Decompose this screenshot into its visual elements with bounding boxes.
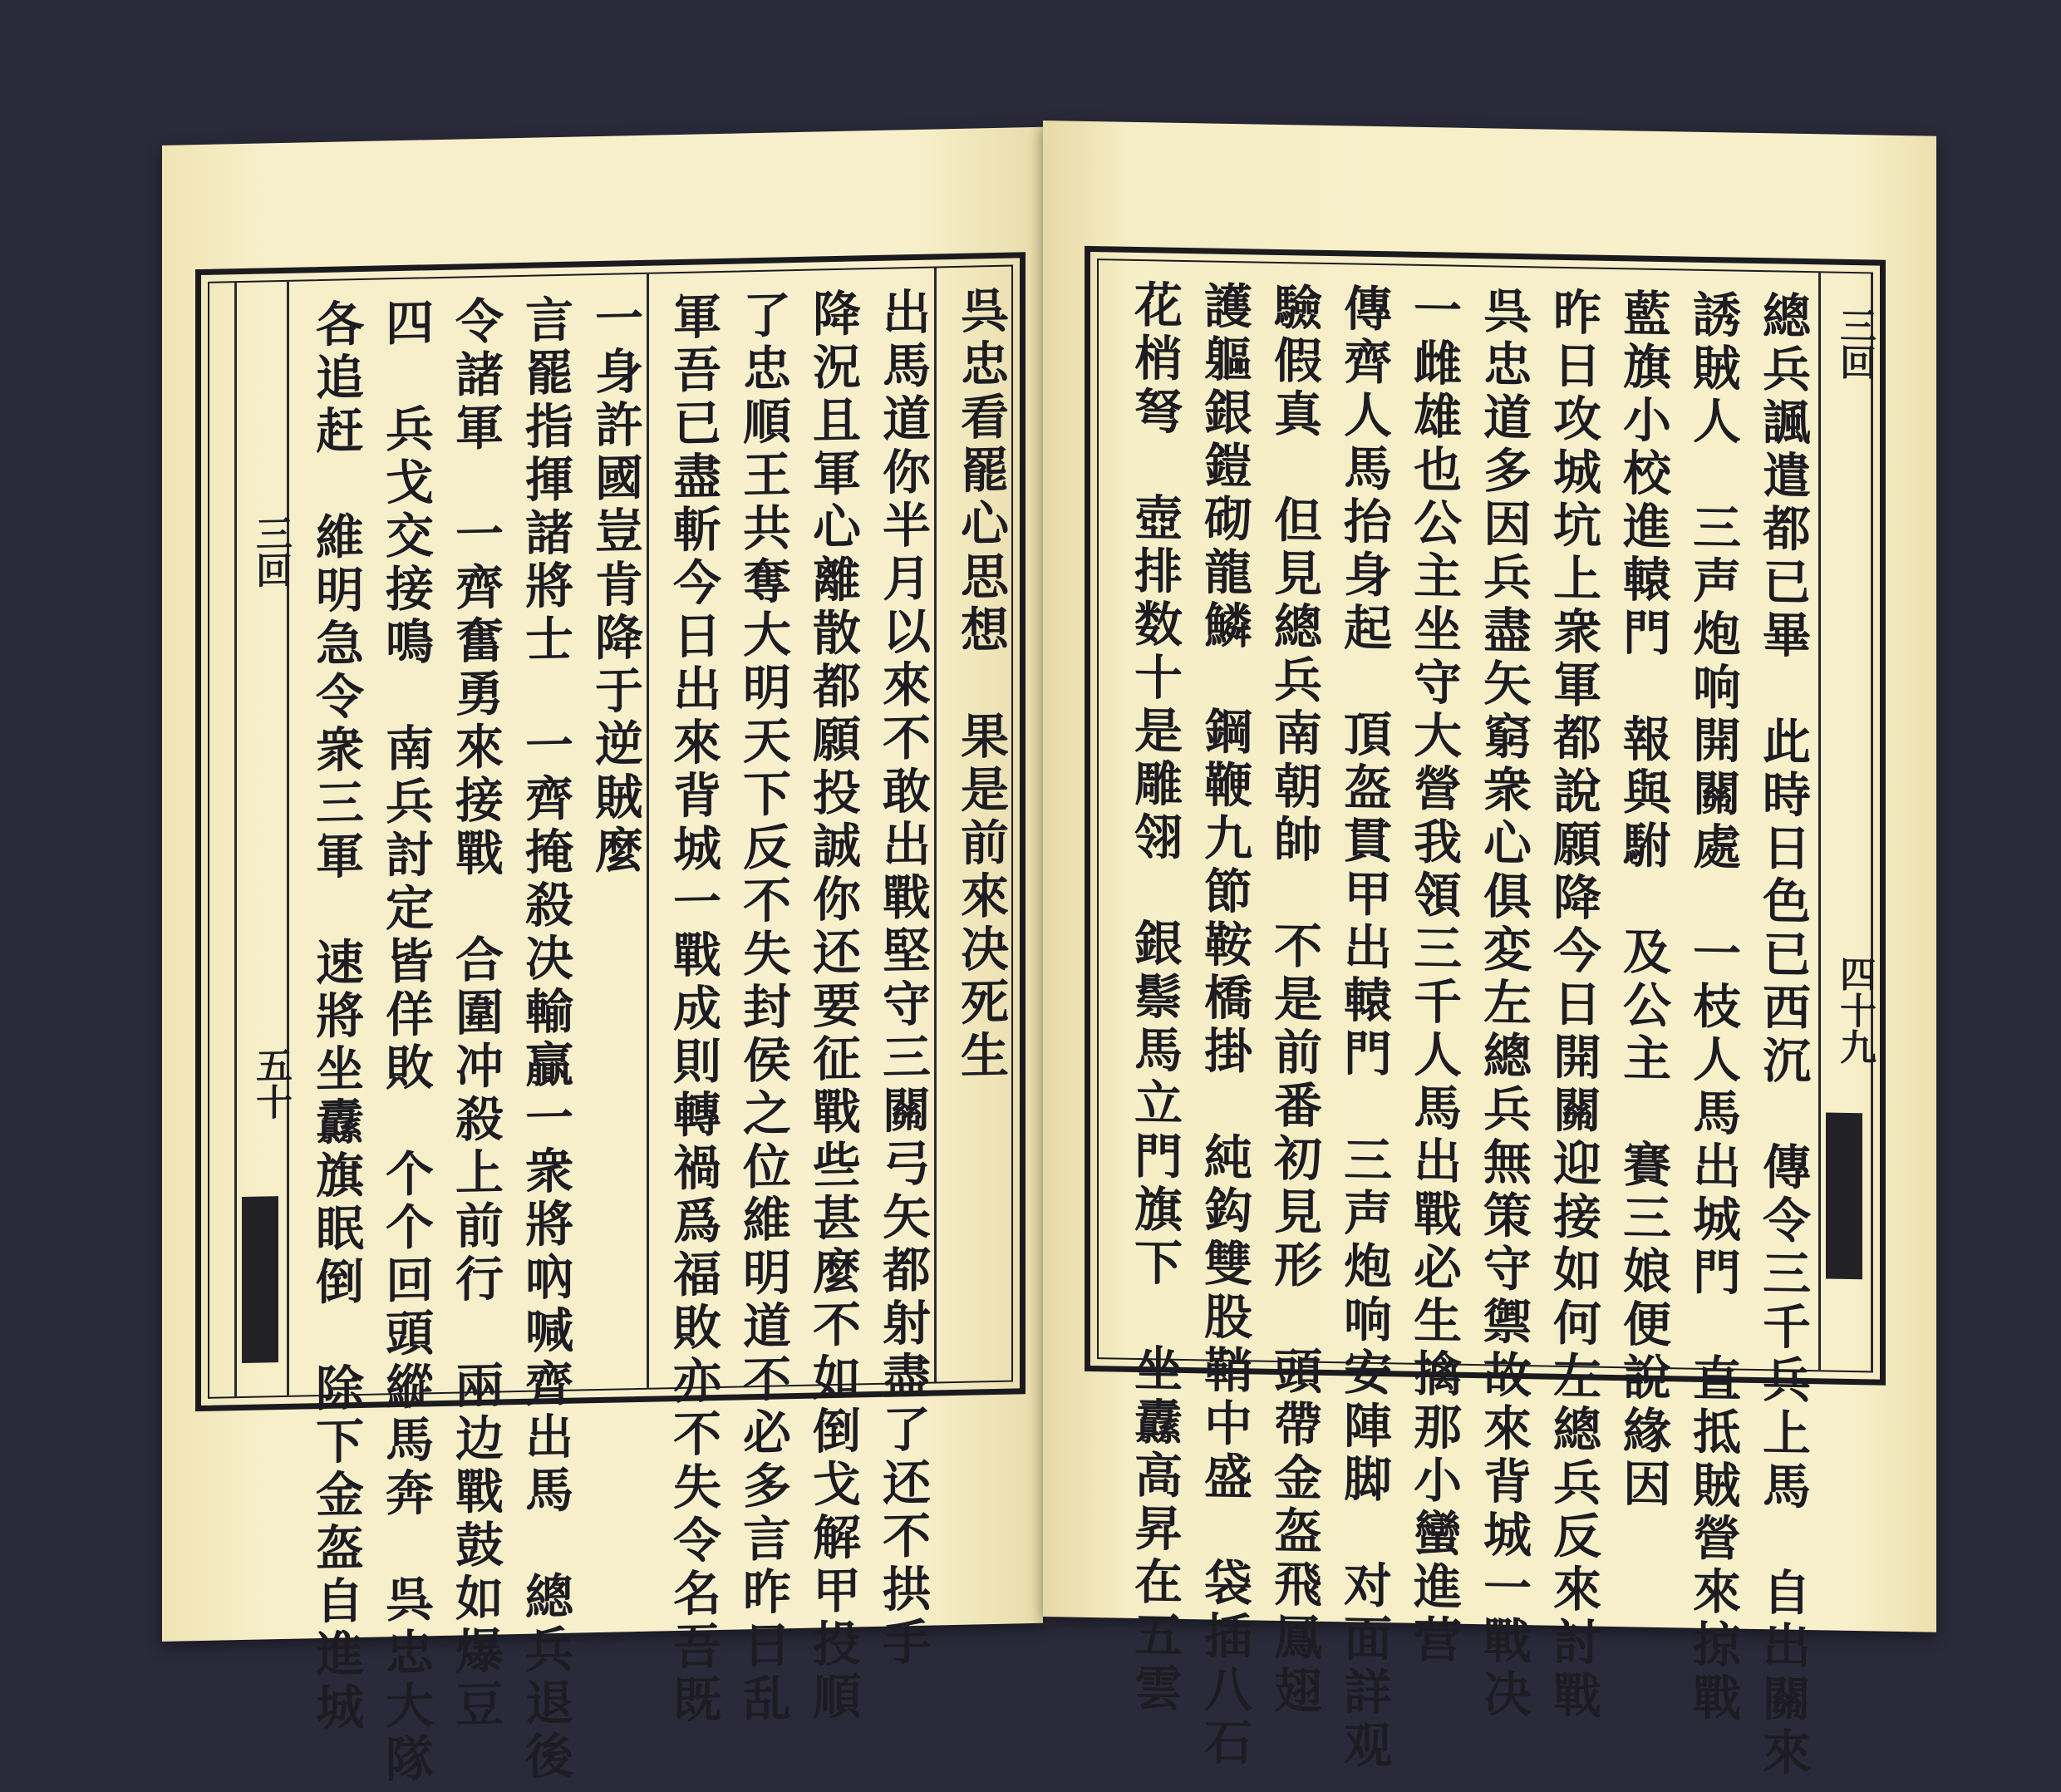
left-page-center-band xyxy=(234,282,292,1396)
left-page-folio-number: 五十 xyxy=(249,1046,292,1120)
text-column-1: 呉忠看罷心思想 果是前來决死生 xyxy=(952,284,1009,1085)
column-rule xyxy=(647,274,649,1388)
left-page-chapter-label: 三回 xyxy=(249,514,292,588)
text-column-1: 總兵諷遣都已畢 此時日色已西沉 傳令三千兵上馬 自出關來 xyxy=(1754,289,1811,1781)
text-column-5: 呉忠道多因兵盡矢窮衆心俱変左總兵無策守禦故來背城一戰决 xyxy=(1475,285,1532,1723)
fishtail-mark xyxy=(1826,1112,1862,1279)
left-page-frame xyxy=(195,252,1026,1788)
right-page xyxy=(1043,121,1936,1781)
text-column-7: 傳齊人馬抬身起 頂盔貫甲出轅門 三声炮响安陣脚 对面詳观 xyxy=(1335,283,1392,1774)
right-page-center-band xyxy=(1818,273,1876,1371)
right-page-folio-number: 四十九 xyxy=(1833,954,1876,1066)
text-column-3: 降況且軍心離散都願投誠你还要征戰些甚麼不如倒戈解甲投順 xyxy=(804,288,861,1726)
right-page-frame xyxy=(1085,246,1886,1781)
text-column-3: 藍旗小校進轅門 報與駙 及公主 賽三娘便說緣因 xyxy=(1615,288,1671,1513)
right-page-chapter-label: 三回 xyxy=(1833,306,1876,381)
text-column-4: 了忠順王共奪大明天下反不失封侯之位維明道不必多言昨日乱 xyxy=(735,289,791,1727)
text-column-10: 各追赶 維明急令衆三軍 速將坐纛旗眠倒 除下金盔自進城 xyxy=(307,298,364,1736)
text-column-2: 誘賊人 三声炮响開關處 一枝人馬出城門 直抵賊營來掠戰 xyxy=(1685,288,1741,1726)
left-page-inner-border xyxy=(208,265,1013,1788)
text-column-9: 四 兵戈交接鳴 南兵討定皆佯敗 个个回頭縱馬奔 呉忠大隊 xyxy=(377,297,434,1788)
text-column-10: 花梢弩 壺排数十是雕翎 銀鬃馬立門旗下 坐纛高昇在五雲 xyxy=(1126,278,1183,1716)
column-rule xyxy=(934,268,937,1381)
text-column-4: 昨日攻城坑上衆軍都說願降今日開關迎接如何左總兵反來討戰 xyxy=(1545,286,1601,1724)
text-column-5: 軍吾已盡斬今日出來背城一戰成則轉禍爲福敗亦不失令名吾既 xyxy=(665,290,721,1729)
text-column-2: 出馬道你半月以來不敢出戰堅守三關弓矢都射盡了还不拱手 xyxy=(874,286,931,1671)
text-column-8: 令諸軍 一齊奮勇來接戰 合圍冲殺上前行 兩边戰鼓如爆豆 xyxy=(447,295,504,1733)
left-page xyxy=(162,127,1043,1788)
text-column-8: 驗假真 但見總兵南朝帥 不是前番初見形 頭帶金盔飛鳳翅 xyxy=(1266,281,1322,1719)
text-column-6: 一雌雄也公主坐守大營我領三千人馬出戰必生擒那小蠻進营 xyxy=(1405,283,1462,1668)
text-column-7: 言罷指揮諸將士 一齊掩殺决輸贏一衆將吶喊齊出馬 總兵退後 xyxy=(517,293,573,1785)
text-column-9: 護軀銀鎧砌龍鱗 鋼鞭九節鞍橋掛 純鈎雙股鞘中盛 袋插八石 xyxy=(1196,280,1252,1771)
fishtail-mark xyxy=(242,1196,278,1363)
text-column-6: 一身許國豈肯降于逆賊麼 xyxy=(587,292,643,879)
right-page-inner-border xyxy=(1097,258,1876,1781)
open-book xyxy=(162,121,1936,1788)
